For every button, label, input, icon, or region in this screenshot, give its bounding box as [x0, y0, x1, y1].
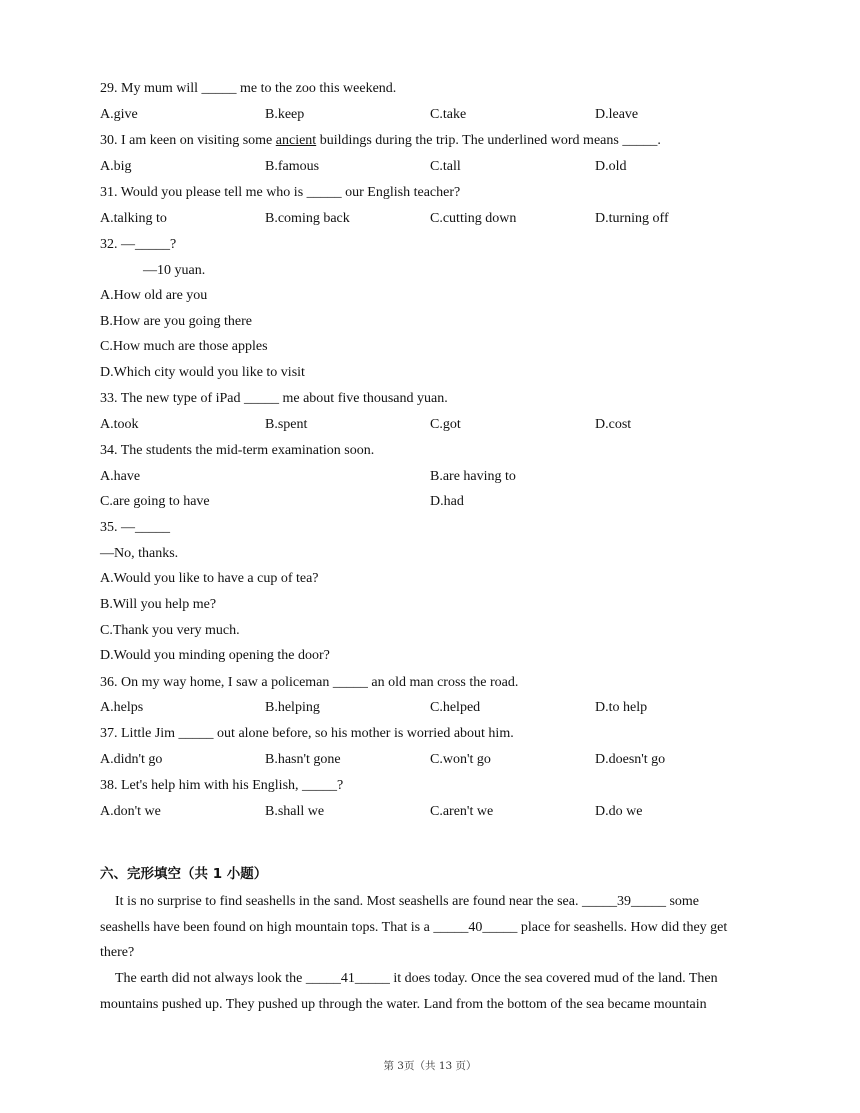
q35-option-a: A.Would you like to have a cup of tea? — [100, 571, 319, 586]
q35-option-b: B.Will you help me? — [100, 597, 217, 612]
question-37-stem: 37. Little Jim _____ out alone before, so his mother is worried about him. — [100, 726, 514, 741]
q32-option-a: A.How old are you — [100, 288, 208, 303]
q37-option-c: C.won't go — [430, 752, 491, 767]
q34-option-b: B.are having to — [430, 469, 516, 484]
q29-option-a: A.give — [100, 107, 138, 122]
q30-option-b: B.famous — [265, 159, 320, 174]
q30-option-a: A.big — [100, 159, 132, 174]
question-35-stem: 35. —_____ — [100, 520, 170, 535]
q31-option-d: D.turning off — [595, 211, 669, 226]
q36-option-c: C.helped — [430, 700, 481, 715]
q34-option-a: A.have — [100, 469, 141, 484]
question-34-stem: 34. The students the mid-term examination soon. — [100, 443, 375, 458]
q31-option-b: B.coming back — [265, 211, 350, 226]
q37-option-a: A.didn't go — [100, 752, 163, 767]
q36-option-a: A.helps — [100, 700, 144, 715]
q30-stem-after: buildings during the trip. The underlined word means _____. — [316, 133, 661, 148]
q32-reply: —10 yuan. — [143, 263, 206, 278]
q38-option-c: C.aren't we — [430, 804, 494, 819]
q33-option-a: A.took — [100, 417, 139, 432]
q38-option-b: B.shall we — [265, 804, 325, 819]
q33-option-c: C.got — [430, 417, 461, 432]
section-title: 六、完形填空（共 1 小题） — [100, 866, 268, 882]
q37-option-d: D.doesn't go — [595, 752, 666, 767]
q32-option-c: C.How much are those apples — [100, 339, 268, 354]
question-33-stem: 33. The new type of iPad _____ me about five thousand yuan. — [100, 391, 448, 406]
q34-option-d: D.had — [430, 494, 464, 509]
question-31-stem: 31. Would you please tell me who is _____ our English teacher? — [100, 185, 461, 200]
q32-option-d: D.Which city would you like to visit — [100, 365, 305, 380]
q35-option-c: C.Thank you very much. — [100, 623, 240, 638]
q38-option-a: A.don't we — [100, 804, 161, 819]
question-29-stem: 29. My mum will _____ me to the zoo this weekend. — [100, 81, 397, 96]
question-36-stem: 36. On my way home, I saw a policeman _____ an old man cross the road. — [100, 675, 519, 690]
question-38-stem: 38. Let's help him with his English, _____? — [100, 778, 344, 793]
q30-option-c: C.tall — [430, 159, 461, 174]
q29-option-b: B.keep — [265, 107, 305, 122]
q35-reply: —No, thanks. — [100, 546, 179, 561]
q33-option-b: B.spent — [265, 417, 308, 432]
q30-stem-before: 30. I am keen on visiting some — [100, 133, 276, 148]
q37-option-b: B.hasn't gone — [265, 752, 341, 767]
q32-option-b: B.How are you going there — [100, 314, 253, 329]
cloze-paragraph-2 — [100, 966, 745, 1017]
q34-option-c: C.are going to have — [100, 494, 210, 509]
q31-option-a: A.talking to — [100, 211, 167, 226]
q36-option-d: D.to help — [595, 700, 648, 715]
q33-option-d: D.cost — [595, 417, 632, 432]
q36-option-b: B.helping — [265, 700, 320, 715]
q29-option-d: D.leave — [595, 107, 639, 122]
q30-underlined-word: ancient — [275, 133, 317, 148]
q31-option-c: C.cutting down — [430, 211, 517, 226]
cloze-paragraph-1-text: It is no surprise to find seashells in the sand. Most seashells are found near the sea. _____39_____ some seashells have been found on high mountain tops. That is a _____40_____ place for seashells. How did they get there? — [100, 894, 728, 961]
page-footer: 第 3页（共 13 页） — [383, 1060, 477, 1072]
question-32-stem: 32. —_____? — [100, 237, 177, 252]
cloze-paragraph-2-text: The earth did not always look the _____41_____ it does today. Once the sea covered mud of the land. Then mountains pushed up. They pushed up through the water. Land from the bottom of the sea became mountain — [100, 971, 718, 1012]
q38-option-d: D.do we — [595, 804, 643, 819]
q30-option-d: D.old — [595, 159, 627, 174]
cloze-paragraph-1 — [100, 889, 745, 966]
q35-option-d: D.Would you minding opening the door? — [100, 648, 330, 663]
question-30-stem — [100, 133, 661, 149]
q29-option-c: C.take — [430, 107, 467, 122]
